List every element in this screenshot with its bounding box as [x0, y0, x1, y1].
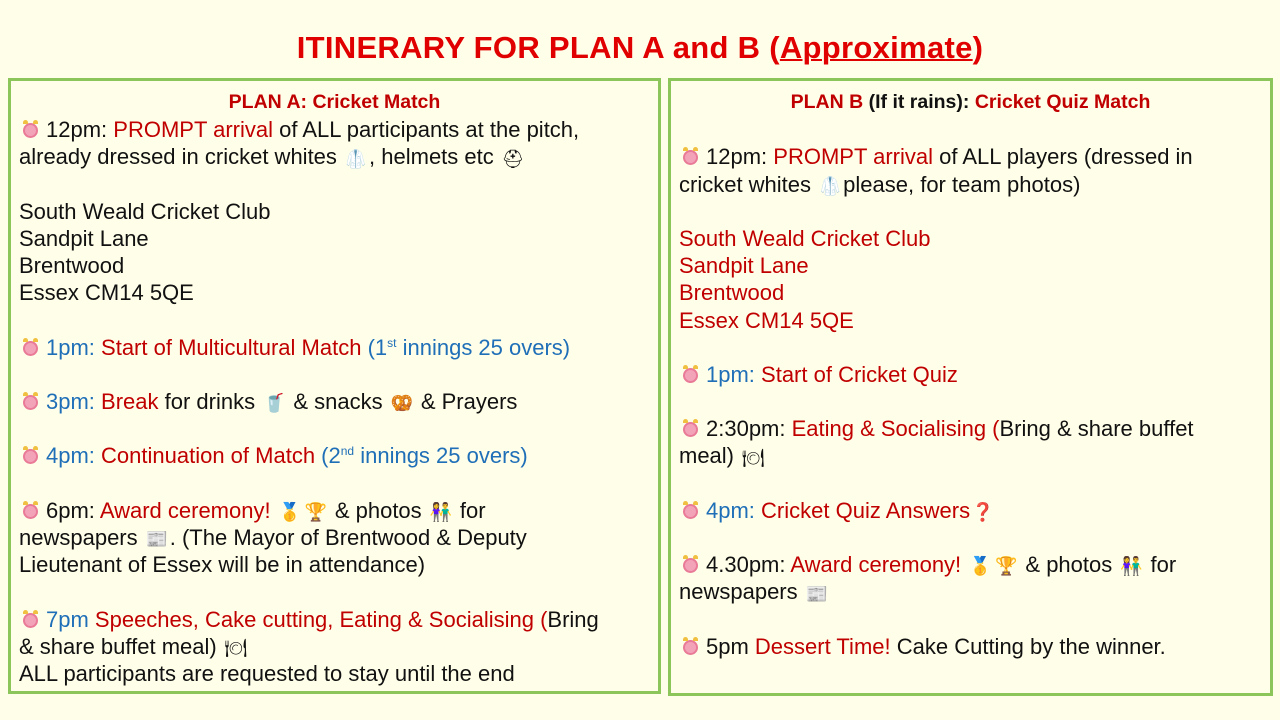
alarm-clock-icon: [683, 150, 698, 165]
line-text: . (The Mayor of Brentwood & Deputy: [169, 525, 527, 550]
blank-line: [679, 198, 1270, 225]
lab-coat-icon: 🥼: [344, 148, 368, 169]
itinerary-line: [679, 415, 1270, 442]
line-text: 1pm:: [46, 334, 102, 360]
line-text: Bring: [547, 606, 599, 632]
itinerary-line: [679, 578, 1270, 605]
line-text: ALL participants are requested to stay until the end: [19, 660, 515, 686]
alarm-clock-icon: [683, 368, 698, 383]
line-text: newspapers: [19, 525, 144, 550]
line-text: 2:30pm:: [706, 416, 792, 442]
itinerary-line: [19, 524, 658, 551]
itinerary-line: [679, 171, 1270, 198]
blank-line: [679, 334, 1270, 361]
line-text: Speeches, Cake cutting, Eating & Socialising (: [94, 606, 548, 632]
alarm-clock-icon: [683, 558, 698, 573]
line-text: of ALL participants at the pitch,: [273, 117, 580, 143]
line-text: PROMPT arrival: [113, 117, 273, 143]
itinerary-line: [679, 307, 1270, 334]
line-text: (2: [321, 443, 341, 469]
line-text: innings 25 overs): [354, 443, 528, 469]
line-text: 4.30pm:: [706, 552, 791, 578]
line-text: meal): [679, 443, 741, 469]
line-text: & photos: [1019, 552, 1119, 578]
plate-icon: 🍽: [741, 447, 765, 468]
line-text: (If it rains):: [863, 91, 975, 113]
line-text: for: [453, 497, 486, 523]
itinerary-line: [19, 497, 658, 524]
helmet-icon: ⛑: [501, 148, 525, 169]
line-text: Dessert Time!: [754, 633, 891, 659]
people-icon: 👫: [429, 502, 452, 522]
line-text: PROMPT arrival: [773, 144, 933, 170]
alarm-clock-icon: [23, 123, 38, 138]
blank-line: [19, 578, 658, 605]
pretzel-icon: 🥨: [390, 393, 413, 414]
plan-a-panel: [8, 78, 661, 694]
line-text: PLAN B: [790, 91, 864, 113]
blank-line: [679, 116, 1270, 143]
alarm-clock-icon: [23, 395, 38, 410]
line-text: 3pm:: [46, 389, 102, 415]
line-text: already dressed in cricket whites: [19, 144, 344, 170]
alarm-clock-icon: [683, 504, 698, 519]
blank-line: [679, 388, 1270, 415]
line-text: Essex CM14 5QE: [679, 307, 854, 333]
line-text: Continuation of Match: [101, 443, 322, 469]
alarm-clock-icon: [23, 613, 38, 628]
line-text: Break: [101, 389, 159, 415]
itinerary-line: [679, 633, 1270, 660]
line-text: for drinks: [158, 389, 262, 415]
line-text: innings 25 overs): [396, 334, 571, 360]
medal-icon: 🥇: [278, 502, 301, 522]
blank-line: [19, 361, 658, 388]
line-text: Essex CM14 5QE: [19, 280, 194, 306]
blank-line: [19, 470, 658, 497]
line-text: South Weald Cricket Club: [19, 198, 271, 224]
trophy-icon: 🏆: [995, 556, 1018, 577]
line-text: Award ceremony!: [790, 552, 968, 578]
line-text: 5pm: [706, 633, 755, 659]
line-text: Cake Cutting by the winner.: [890, 633, 1166, 659]
line-text: & photos: [328, 497, 428, 523]
line-text: 6pm:: [46, 497, 100, 523]
alarm-clock-icon: [683, 422, 698, 437]
question-mark-icon: ❓: [971, 502, 995, 522]
people-icon: 👫: [1120, 556, 1143, 577]
cup-with-straw-icon: 🥤: [263, 393, 286, 414]
plan-b-heading: [679, 89, 1270, 116]
blank-line: [679, 470, 1270, 497]
blank-line: [19, 415, 658, 442]
title-approximate: Approximate: [779, 30, 973, 65]
itinerary-line: [679, 143, 1270, 170]
line-text: Cricket Quiz Answers: [761, 497, 971, 523]
line-text: newspapers: [679, 579, 804, 605]
trophy-icon: 🏆: [304, 502, 327, 522]
plan-a-heading: [19, 89, 658, 116]
medal-icon: 🥇: [969, 556, 992, 577]
line-text: Start of Cricket Quiz: [761, 361, 958, 387]
line-text: of ALL players (dressed in: [933, 144, 1193, 170]
plan-b-panel: [668, 78, 1273, 696]
line-text: 12pm:: [46, 117, 114, 143]
itinerary-line: [19, 388, 658, 415]
line-text: Brentwood: [679, 280, 785, 306]
line-text: 7pm: [46, 606, 95, 632]
line-text: 12pm:: [706, 144, 774, 170]
alarm-clock-icon: [23, 341, 38, 356]
itinerary-line: [679, 361, 1270, 388]
itinerary-line: [19, 606, 658, 633]
line-text: & snacks: [287, 389, 389, 415]
line-text: PLAN A: Cricket Match: [228, 91, 441, 113]
itinerary-line: [679, 252, 1270, 279]
itinerary-line: [679, 551, 1270, 578]
itinerary-line: [19, 551, 658, 578]
line-text: Sandpit Lane: [679, 253, 809, 279]
alarm-clock-icon: [23, 504, 38, 519]
itinerary-line: [19, 116, 658, 143]
title-close: ): [972, 30, 984, 65]
line-text: (1: [367, 334, 388, 360]
itinerary-line: [679, 279, 1270, 306]
blank-line: [679, 524, 1270, 551]
newspaper-icon: 📰: [805, 583, 828, 604]
line-text: Cricket Quiz Match: [974, 91, 1151, 113]
itinerary-line: [19, 442, 658, 469]
newspaper-icon: 📰: [145, 529, 168, 550]
line-text: please, for team photos): [843, 171, 1081, 197]
line-text: & share buffet meal): [19, 633, 223, 659]
alarm-clock-icon: [23, 449, 38, 464]
itinerary-line: [19, 198, 658, 225]
line-text: & Prayers: [414, 389, 518, 415]
lab-coat-icon: 🥼: [818, 175, 842, 196]
line-text: 4pm:: [706, 497, 762, 523]
itinerary-line: [679, 442, 1270, 469]
blank-line: [19, 307, 658, 334]
plate-icon: 🍽: [224, 637, 248, 658]
line-text: cricket whites: [679, 171, 818, 197]
line-text: for: [1144, 552, 1177, 578]
line-text: Sandpit Lane: [19, 225, 149, 251]
line-text: , helmets etc: [369, 144, 500, 170]
alarm-clock-icon: [683, 640, 698, 655]
line-text: 1pm:: [706, 361, 762, 387]
line-text: Brentwood: [19, 253, 125, 279]
line-text: nd: [340, 444, 355, 459]
itinerary-line: [19, 279, 658, 306]
line-text: Start of Multicultural Match: [101, 334, 368, 360]
line-text: st: [387, 335, 397, 350]
line-text: South Weald Cricket Club: [679, 225, 931, 251]
page-title: [0, 30, 1280, 66]
itinerary-line: [19, 633, 658, 660]
itinerary-line: [679, 225, 1270, 252]
line-text: Eating & Socialising (: [791, 416, 1000, 442]
itinerary-line: [19, 225, 658, 252]
itinerary-line: [679, 497, 1270, 524]
line-text: Bring & share buffet: [999, 416, 1194, 442]
itinerary-line: [19, 334, 658, 361]
line-text: 4pm:: [46, 443, 102, 469]
line-text: Lieutenant of Essex will be in attendance): [19, 552, 426, 578]
title-text: ITINERARY FOR PLAN A and B (: [296, 30, 780, 65]
blank-line: [679, 606, 1270, 633]
line-text: Award ceremony!: [99, 497, 277, 523]
itinerary-line: [19, 143, 658, 170]
itinerary-line: [19, 660, 658, 687]
blank-line: [19, 171, 658, 198]
itinerary-line: [19, 252, 658, 279]
